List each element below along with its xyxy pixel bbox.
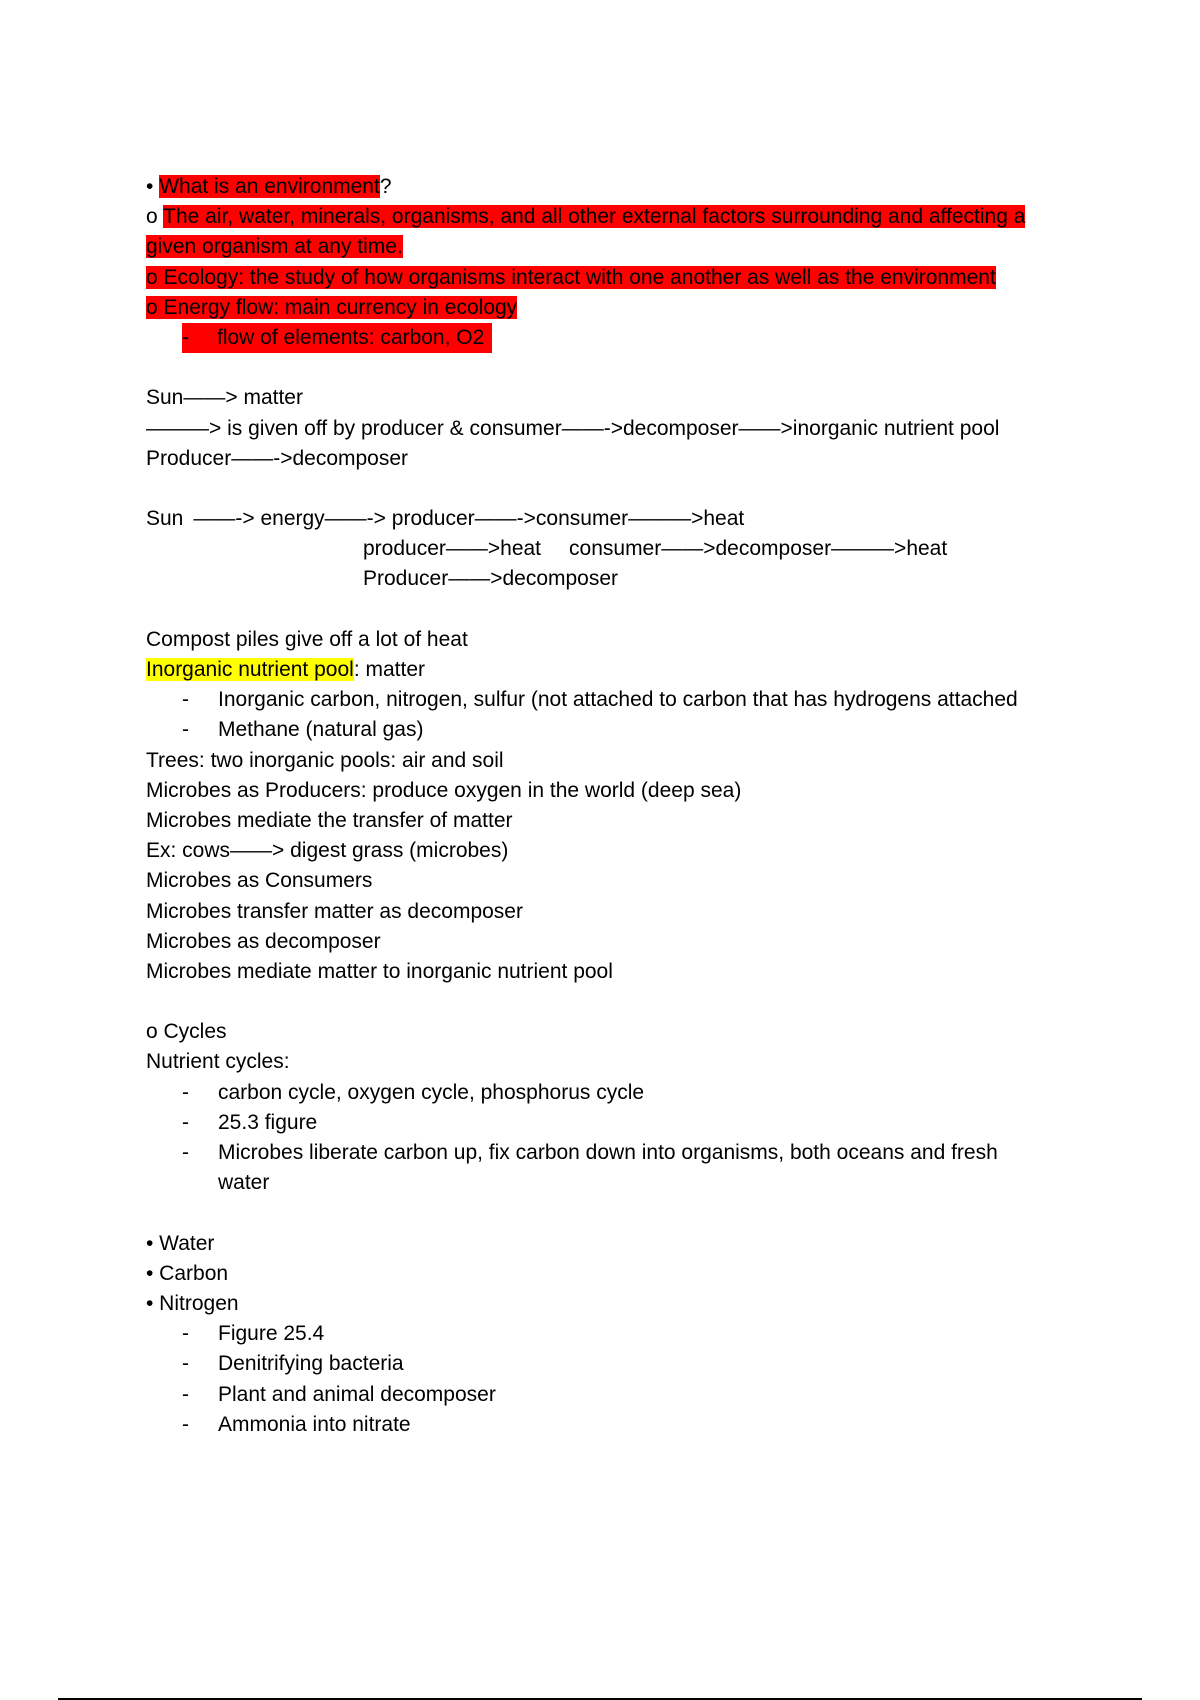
question-mark: ? (379, 175, 392, 198)
flow2-line3: Producer——>decomposer (363, 567, 619, 591)
cycles-heading: o Cycles (146, 1020, 227, 1044)
bullet: o (146, 205, 158, 229)
compost-line: Compost piles give off a lot of heat (146, 627, 468, 651)
flow2-producer-heat: producer——>heat (363, 537, 542, 561)
list-item (146, 1108, 1086, 1138)
flow1-line3: Producer——->decomposer (146, 446, 409, 470)
text-line: Microbes as Producers: produce oxygen in the world (deep sea) (146, 778, 742, 802)
highlighted-ecology: o Ecology: the study of how organisms interact with one another as well as the environment (146, 265, 996, 289)
dash: - (182, 1352, 189, 1376)
text-line: Microbes mediate matter to inorganic nutrient pool (146, 959, 613, 983)
bullet-nitrogen: • Nitrogen (146, 1291, 239, 1315)
text-line: Microbes mediate the transfer of matter (146, 808, 513, 832)
dash: - (182, 1412, 189, 1436)
highlighted-energy-flow: o Energy flow: main currency in ecology (146, 295, 518, 319)
dash: - (182, 1382, 189, 1406)
elements-line (146, 323, 1086, 353)
document-page (146, 172, 1086, 1440)
list-item-text: Methane (natural gas) (218, 718, 424, 742)
flow2-chain: ——-> energy——-> producer——->consumer———>heat (193, 507, 745, 531)
nutrient-cycles-label: Nutrient cycles: (146, 1050, 290, 1074)
pool-line (146, 655, 1086, 685)
list-item (146, 1319, 1086, 1349)
dash: - (182, 688, 189, 712)
list-item-text: 25.3 figure (218, 1110, 318, 1134)
flow2-line2 (146, 534, 1086, 564)
dash: - (182, 1141, 189, 1164)
list-item (146, 1078, 1086, 1108)
list-item (146, 1410, 1086, 1440)
bullet: • (146, 175, 154, 198)
list-item-text: carbon cycle, oxygen cycle, phosphorus cycle (218, 1080, 645, 1104)
question-line (146, 172, 1086, 202)
text-line: Ex: cows——> digest grass (microbes) (146, 839, 509, 863)
text-line: Microbes as decomposer (146, 929, 381, 953)
list-item-text: Plant and animal decomposer (218, 1382, 496, 1406)
energy-flow-line (146, 293, 1086, 323)
list-item (146, 685, 1086, 715)
highlighted-elements (182, 323, 492, 353)
list-item-text: Figure 25.4 (218, 1322, 325, 1346)
list-item (146, 1380, 1086, 1410)
text-line: Trees: two inorganic pools: air and soil (146, 748, 504, 772)
text-line: Microbes as Consumers (146, 869, 373, 893)
list-item (146, 1349, 1086, 1379)
highlighted-definition-1: The air, water, minerals, organisms, and all other external factors surrounding and affecting a (163, 205, 1026, 229)
definition-line-2 (146, 232, 1086, 262)
text-line: Microbes transfer matter as decomposer (146, 899, 523, 923)
bullet-water: • Water (146, 1231, 215, 1255)
bullet-carbon: • Carbon (146, 1261, 229, 1285)
flow1-line2: ———> is given off by producer & consumer——->decomposer——>inorganic nutrient pool (146, 416, 1000, 440)
flow1-line1: Sun——> matter (146, 386, 303, 410)
list-item-text: Denitrifying bacteria (218, 1352, 404, 1376)
list-item (146, 715, 1086, 745)
dash: - (182, 1110, 189, 1134)
flow2-sun: Sun (146, 507, 184, 531)
dash: - (182, 718, 189, 742)
definition-line-1 (146, 202, 1086, 232)
list-item-text: Microbes liberate carbon up, fix carbon down into organisms, both oceans and fresh water (218, 1141, 998, 1195)
highlighted-pool-label: Inorganic nutrient pool (146, 658, 354, 681)
highlighted-definition-2: given organism at any time. (146, 235, 403, 259)
ecology-line (146, 263, 1086, 293)
dash: - (182, 1080, 189, 1104)
list-item (146, 1138, 1086, 1198)
flow2-line1 (146, 504, 1086, 534)
list-item-text: Inorganic carbon, nitrogen, sulfur (not attached to carbon that has hydrogens attached (218, 688, 1018, 712)
list-item-text: Ammonia into nitrate (218, 1412, 411, 1436)
pool-tail: : matter (353, 658, 425, 681)
elements-text: flow of elements: carbon, O2 (217, 325, 485, 349)
dash: - (182, 1322, 189, 1346)
dash: - (182, 325, 189, 349)
flow2-consumer-chain: consumer——>decomposer———>heat (569, 537, 948, 561)
highlighted-question: What is an environment (159, 175, 380, 198)
